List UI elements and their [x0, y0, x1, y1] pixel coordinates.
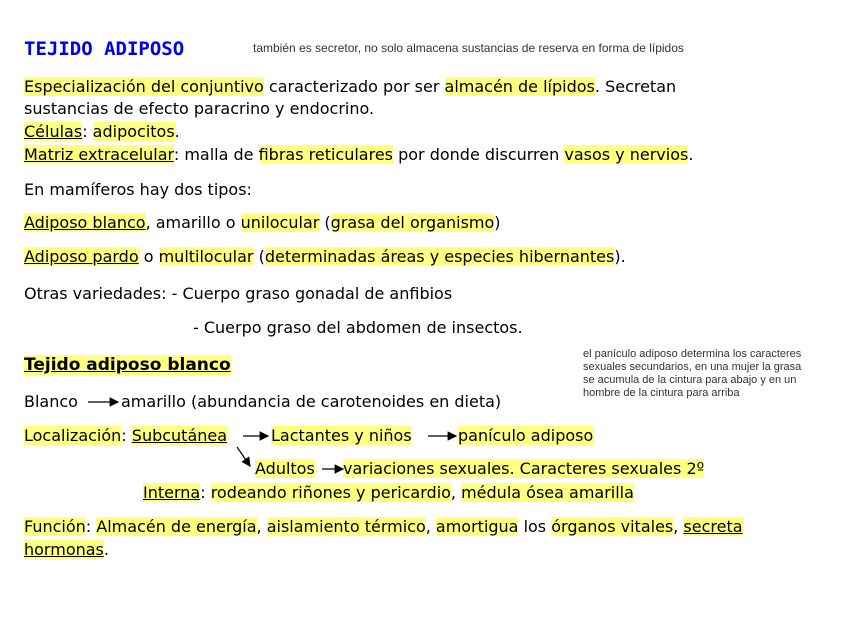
medula: médula ósea amarilla [461, 483, 634, 502]
pardo-paren-close: ). [614, 247, 626, 266]
interna-coma: , [450, 483, 462, 502]
intro-text: caracterizado por ser [263, 77, 445, 96]
highlight-especializacion: Especialización del conjuntivo [24, 77, 264, 96]
pardo-paren-open: ( [253, 247, 265, 266]
arrow-subcutanea-adultos [237, 447, 250, 466]
funcion-t: los [518, 517, 552, 536]
matriz-end: . [688, 145, 694, 164]
intro-text-2: . Secretan [594, 77, 677, 96]
funcion-hormonas: hormonas [24, 540, 104, 559]
celulas-end: . [174, 122, 180, 141]
funcion-label: Función [24, 517, 86, 536]
side-note-line-4: hombre de la cintura para arriba [583, 387, 740, 399]
localizacion-label: Localización [24, 426, 122, 445]
page-title: TEJIDO ADIPOSO [24, 38, 185, 60]
side-note-line-3: se acumula de la cintura para abajo y en un [583, 374, 797, 386]
pardo-label: Adiposo pardo [24, 247, 139, 266]
matriz-label: Matriz extracelular [24, 145, 174, 164]
funcion-organos: órganos vitales [551, 517, 674, 536]
localizacion-sep: : [121, 426, 132, 445]
blanco-label: Adiposo blanco [24, 213, 146, 232]
section-title-text: Tejido adiposo blanco [24, 355, 231, 375]
celulas-value: adipocitos [92, 122, 175, 141]
side-note-line-1: el panículo adiposo determina los caracteres [583, 348, 802, 360]
otras-line-1: Otras variedades: - Cuerpo graso gonadal de anfibios [24, 284, 453, 303]
funcion-c2: , [425, 517, 436, 536]
matriz-text-1: : malla de [173, 145, 259, 164]
blanco-word: Blanco [24, 392, 78, 411]
blanco-text: , amarillo o [145, 213, 241, 232]
rodeando: rodeando riñones y pericardio [210, 483, 451, 502]
subcutanea: Subcutánea [131, 426, 228, 445]
funcion-c3: , [673, 517, 684, 536]
matriz-vasos: vasos y nervios [564, 145, 689, 164]
tipos-line: En mamíferos hay dos tipos: [24, 180, 252, 199]
blanco-unilocular: unilocular [240, 213, 320, 232]
celulas-sep: : [82, 122, 93, 141]
funcion-almacen: Almacén de energía [96, 517, 257, 536]
otras-line-2: - Cuerpo graso del abdomen de insectos. [193, 318, 523, 337]
blanco-paren-close: ) [494, 213, 501, 232]
variaciones-text: variaciones sexuales. Caracteres sexuales 2º [343, 459, 705, 478]
pardo-areas: determinadas áreas y especies hibernantes [264, 247, 615, 266]
amarillo-text: amarillo (abundancia de carotenoides en dieta) [121, 392, 502, 411]
funcion-secreta: secreta [683, 517, 743, 536]
intro-line-2: sustancias de efecto paracrino y endocrino. [24, 99, 375, 118]
funcion-amortigua: amortigua [435, 517, 519, 536]
funcion-c1: , [256, 517, 267, 536]
paniculo-text: panículo adiposo [458, 426, 594, 445]
funcion-end: . [103, 540, 109, 559]
side-note-line-2: sexuales secundarios, en una mujer la grasa [583, 361, 802, 373]
header-note: también es secretor, no solo almacena sustancias de reserva en forma de lípidos [253, 41, 684, 55]
funcion-aislamiento: aislamiento térmico [266, 517, 426, 536]
pardo-multilocular: multilocular [158, 247, 254, 266]
blanco-paren-open: ( [319, 213, 331, 232]
matriz-text-2: por donde discurren [393, 145, 565, 164]
lactantes-text: Lactantes y niños [271, 426, 412, 445]
celulas-label: Células [24, 122, 83, 141]
interna-label: Interna [143, 483, 201, 502]
interna-sep: : [200, 483, 211, 502]
adultos-text: Adultos [255, 459, 315, 478]
blanco-grasa: grasa del organismo [330, 213, 495, 232]
matriz-fibras: fibras reticulares [258, 145, 394, 164]
funcion-sep: : [85, 517, 97, 536]
pardo-text: o [138, 247, 159, 266]
highlight-almacen-lipidos: almacén de lípidos [444, 77, 595, 96]
